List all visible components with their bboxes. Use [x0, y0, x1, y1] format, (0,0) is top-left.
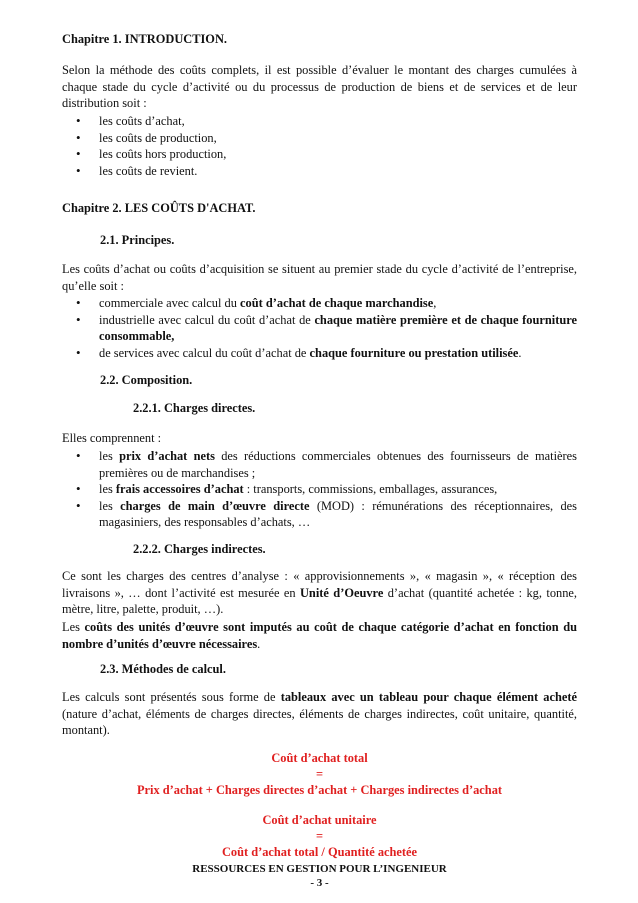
list-item: • commerciale avec calcul du coût d’achat de chaque marchandise, — [62, 295, 577, 312]
cost-types-list — [62, 113, 577, 179]
chapter-2-title: Chapitre 2. LES COÛTS D'ACHAT. — [62, 201, 256, 215]
section-2-2-title: 2.2. Composition. — [100, 373, 193, 387]
formula-2-expression: Coût d’achat total / Quantité achetée — [221, 845, 418, 859]
section-2-3-title: 2.3. Méthodes de calcul. — [100, 662, 226, 676]
list-item: • les coûts hors production, — [62, 146, 577, 163]
direct-charges-list — [62, 448, 577, 531]
formula-2-equals: = — [315, 829, 324, 843]
section-2-2-1-title: 2.2.1. Charges directes. — [133, 401, 256, 415]
activity-list — [62, 295, 577, 361]
formula-1-equals: = — [315, 767, 324, 781]
list-item: • industrielle avec calcul du coût d’achat de chaque matière première et de chaque fourniture consommable, — [62, 312, 577, 345]
formula-1-label: Coût d’achat total — [271, 751, 368, 765]
list-item: • de services avec calcul du coût d’achat de chaque fourniture ou prestation utilisée. — [62, 345, 577, 362]
section-2-1-title: 2.1. Principes. — [100, 233, 175, 247]
formula-2-label: Coût d’achat unitaire — [262, 813, 377, 827]
section-2-1-text: Les coûts d’achat ou coûts d’acquisition se situent au premier stade du cycle d’activité de l’entreprise, qu’elle soit : — [62, 262, 577, 293]
chapter-1-title: Chapitre 1. INTRODUCTION. — [62, 32, 227, 46]
list-item: • les charges de main d’œuvre directe (MOD) : rémunérations des réceptionnaires, des magasiniers, des responsables d’achats, … — [62, 498, 577, 531]
section-2-2-2-text: Ce sont les charges des centres d’analyse : « approvisionnements », « magasin », « réception des livraisons », … dont l’activité est mesurée en Unité d’Oeuvre d’achat (quantité achetée : kg, tonne, mètre, litre, palette, produit, …). — [62, 569, 577, 616]
list-item: • les coûts de production, — [62, 130, 577, 147]
formula-1-expression: Prix d’achat + Charges directes d’achat + Charges indirectes d’achat — [136, 783, 503, 797]
list-item: • les frais accessoires d’achat : transports, commissions, emballages, assurances, — [62, 481, 577, 498]
list-item: • les coûts d’achat, — [62, 113, 577, 130]
section-2-3-text: Les calculs sont présentés sous forme de tableaux avec un tableau pour chaque élément acheté (nature d’achat, éléments de charges directes, éléments de charges indirectes, coût unitaire, quantité, montant). — [62, 690, 577, 737]
chapter-1-intro: Selon la méthode des coûts complets, il est possible d’évaluer le montant des charges cumulées à chaque stade du cycle d’activité ou du processus de production de biens et de services et de leur distribution soit : — [62, 63, 577, 110]
section-2-2-2-title: 2.2.2. Charges indirectes. — [133, 542, 266, 556]
section-2-2-1-intro: Elles comprennent : — [62, 431, 162, 445]
page-number: - 3 - — [310, 877, 329, 889]
page-footer-title: RESSOURCES EN GESTION POUR L’INGENIEUR — [192, 863, 447, 875]
work-units-text: Les coûts des unités d’œuvre sont imputés au coût de chaque catégorie d’achat en fonction du nombre d’unités d’œuvre nécessaires. — [62, 620, 577, 651]
list-item: • les prix d’achat nets des réductions commerciales obtenues des fournisseurs de matières premières ou de marchandises ; — [62, 448, 577, 481]
list-item: • les coûts de revient. — [62, 163, 577, 180]
